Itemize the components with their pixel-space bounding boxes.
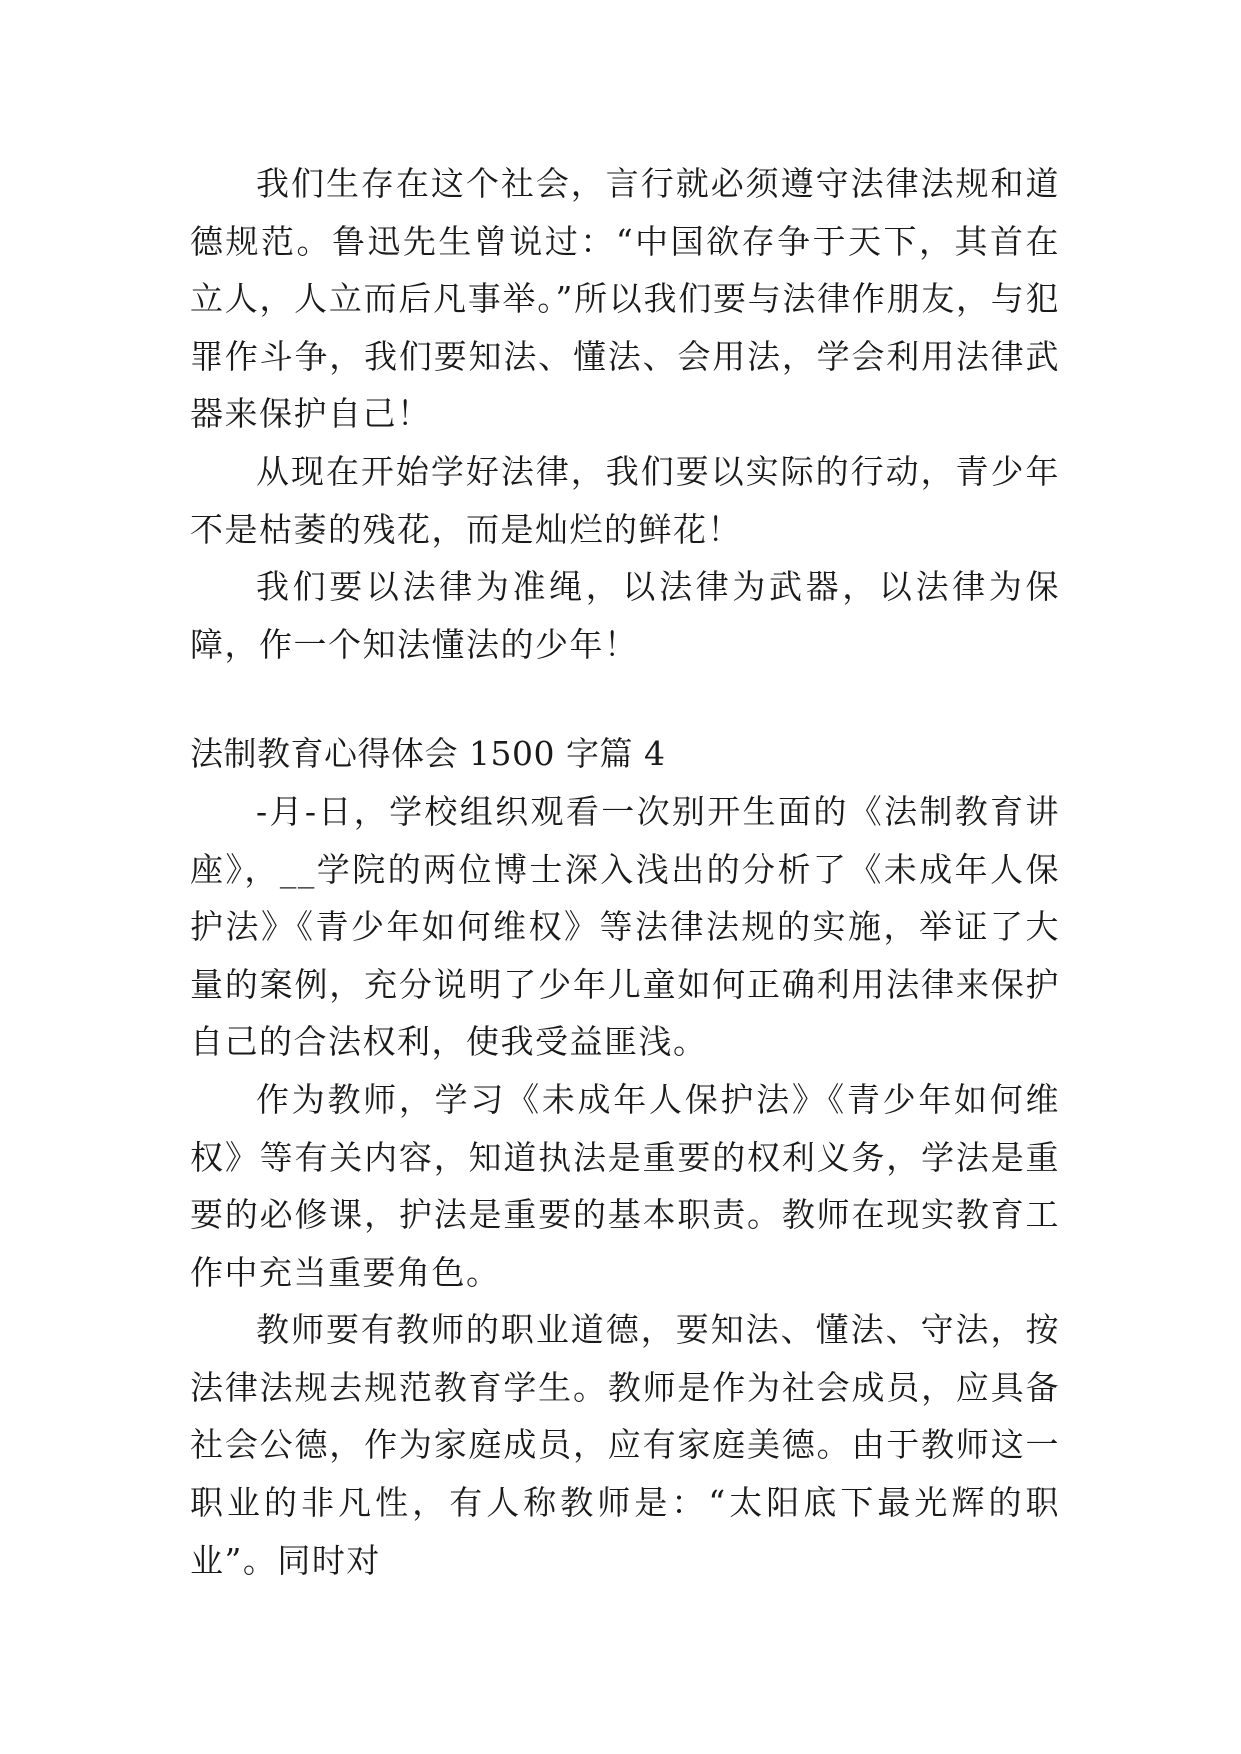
section-heading: 法制教育心得体会 1500 字篇 4 [190, 734, 666, 774]
paragraph-teacher-study: 作为教师，学习《未成年人保护法》《青少年如何维权》等有关内容，知道执法是重要的权利义务，学法是重要的必修课，护法是重要的基本职责。教师在现实教育工作中充当重要角色。 [190, 1079, 1060, 1292]
paragraph-learn-law-now: 从现在开始学好法律，我们要以实际的行动，青少年不是枯萎的残花，而是灿烂的鲜花！ [190, 451, 1060, 549]
document-body [190, 155, 1060, 1589]
section-spacer [190, 673, 1060, 725]
paragraph-law-as-standard: 我们要以法律为准绳，以法律为武器，以法律为保障，作一个知法懂法的少年！ [190, 567, 1060, 664]
paragraph-teacher-ethics: 教师要有教师的职业道德，要知法、懂法、守法，按法律法规去规范教育学生。教师是作为社会成员，应具备社会公德，作为家庭成员，应有家庭美德。由于教师这一职业的非凡性，有人称教师是：“太阳底下最光辉的职业”。同时对 [190, 1310, 1060, 1580]
paragraph-law-and-morality: 我们生存在这个社会，言行就必须遵守法律法规和道德规范。鲁迅先生曾说过：“中国欲存争于天下，其首在立人，人立而后凡事举。”所以我们要与法律作朋友，与犯罪作斗争，我们要知法、懂法、会用法，学会利用法律武器来保护自己！ [190, 164, 1060, 434]
paragraph-lecture: -月-日，学校组织观看一次别开生面的《法制教育讲座》，__学院的两位博士深入浅出的分析了《未成年人保护法》《青少年如何维权》等法律法规的实施，举证了大量的案例，充分说明了少年儿童如何正确利用法律来保护自己的合法权利，使我受益匪浅。 [190, 791, 1060, 1062]
